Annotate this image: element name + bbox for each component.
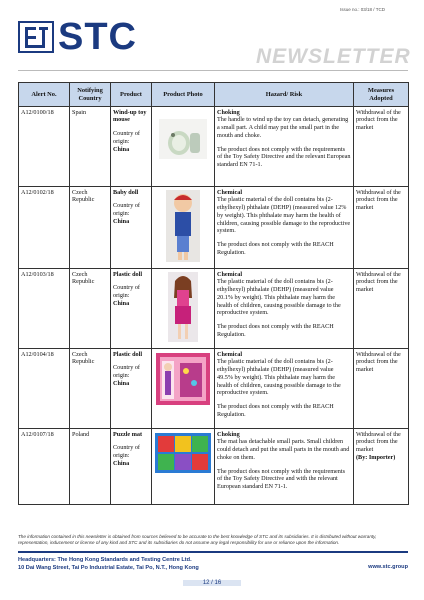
- origin-label: Country of origin:: [113, 284, 140, 299]
- hazard-cell: [215, 429, 354, 505]
- logo-mark-icon: [18, 21, 54, 53]
- product-name: Baby doll: [113, 188, 139, 196]
- measures-adopted: Withdrawal of the product from the market: [354, 349, 409, 429]
- hazard-description: The mat has detachable small parts. Small children could detach and put the small parts in the mouth and choke on them.: [217, 438, 350, 461]
- origin-value: China: [113, 145, 130, 153]
- hazard-cell: [215, 269, 354, 349]
- newsletter-title: NEWSLETTER: [256, 45, 411, 68]
- photo-cell: [152, 187, 215, 269]
- hq-line-2: 10 Dai Wang Street, Tai Po Industrial Estate, Tai Po, N.T., Hong Kong: [18, 565, 199, 572]
- hazard-description: The handle to wind up the toy can detach, generating a small part. A child may put the small part in the mouth and choke.: [217, 116, 349, 139]
- compliance-note: The product does not comply with the REACH Regulation.: [217, 403, 334, 418]
- photo-cell: [152, 349, 215, 429]
- product-cell: [111, 429, 152, 505]
- origin-label: Country of origin:: [113, 202, 140, 217]
- notifying-country: Spain: [70, 107, 111, 187]
- col-header-measures: Measures Adopted: [354, 83, 409, 107]
- alert-number: A12/0107/18: [19, 429, 70, 505]
- photo-cell: [152, 107, 215, 187]
- col-header-alert: Alert No.: [19, 83, 70, 107]
- alert-number: A12/0103/18: [19, 269, 70, 349]
- origin-value: China: [113, 379, 130, 387]
- product-name: Wind-up toy mouse: [113, 108, 147, 124]
- hazard-description: The plastic material of the doll contains bis (2-ethylhexyl) phthalate (DEHP) (measured value 20.1% by weight). This phthalate may harm the health of children, causing possible damage to the reproductive system.: [217, 278, 341, 317]
- notifying-country: Poland: [70, 429, 111, 505]
- table-row: [19, 107, 409, 187]
- notifying-country: Czech Republic: [70, 187, 111, 269]
- table-row: [19, 269, 409, 349]
- photo-cell: [152, 269, 215, 349]
- product-photo: [154, 431, 212, 475]
- product-cell: [111, 187, 152, 269]
- product-cell: [111, 269, 152, 349]
- compliance-note: The product does not comply with the requirements of the Toy Safety Directive and with the relevant European standard EN 71-1.: [217, 467, 346, 490]
- alert-number: A12/0102/18: [19, 187, 70, 269]
- hazard-cell: [215, 187, 354, 269]
- col-header-photo: Product Photo: [152, 83, 215, 107]
- measures-adopted: Withdrawal of the product from the market: [354, 107, 409, 187]
- compliance-note: The product does not comply with the REACH Regulation.: [217, 241, 334, 256]
- boxed-doll-image: [156, 353, 210, 405]
- product-name: Plastic doll: [113, 270, 143, 278]
- origin-label: Country of origin:: [113, 444, 140, 459]
- product-photo: [154, 351, 212, 407]
- plastic-doll-image: [168, 272, 198, 342]
- product-cell: [111, 107, 152, 187]
- website-link[interactable]: www.stc.group: [368, 564, 408, 570]
- issue-number: Issue no.: 03/18 / TCD: [340, 7, 385, 12]
- notifying-country: Czech Republic: [70, 349, 111, 429]
- hazard-type: Chemical: [217, 350, 243, 358]
- hazard-description: The plastic material of the doll contains bis (2-ethylhexyl) phthalate (DEHP) (measured value 49.5% by weight). This phthalate may harm the health of children, causing possible damage to the reproductive system.: [217, 358, 341, 397]
- header-divider: [18, 70, 408, 71]
- compliance-note: The product does not comply with the REACH Regulation.: [217, 323, 334, 338]
- table-row: [19, 429, 409, 505]
- hq-line-1: Headquarters: The Hong Kong Standards and Testing Centre Ltd.: [18, 557, 192, 563]
- disclaimer: The information contained in this newsletter is obtained from sources believed to be accurate to the best knowledge of STC and its subsidiaries. It is distributed without warranty, representation, inducement or license of any kind and STC and its subsidiaries do not assume any legal responsibility for use or reliance upon the information.: [18, 534, 377, 545]
- measures-adopted: Withdrawal of the product from the market: [356, 430, 401, 453]
- origin-label: Country of origin:: [113, 364, 140, 379]
- baby-doll-image: [166, 190, 200, 262]
- measures-adopted: Withdrawal of the product from the market: [354, 269, 409, 349]
- footer-divider: [18, 551, 408, 553]
- measures-by: (By: Importer): [356, 453, 396, 461]
- logo-text: STC: [58, 16, 137, 58]
- alerts-table: [18, 82, 409, 505]
- origin-value: China: [113, 217, 130, 225]
- product-name: Plastic doll: [113, 350, 143, 358]
- photo-cell: [152, 429, 215, 505]
- wind-up-mouse-image: [159, 119, 207, 159]
- origin-value: China: [113, 299, 130, 307]
- hazard-description: The plastic material of the doll contains bis (2-ethylhexyl) phthalate (DEHP) (measured value 12% by weight). This phthalate may harm the health of children, causing possible damage to the reproductive system.: [217, 196, 351, 235]
- alert-number: A12/0100/18: [19, 107, 70, 187]
- footer-address: [18, 556, 199, 572]
- col-header-hazard: Hazard/ Risk: [215, 83, 354, 107]
- compliance-note: The product does not comply with the requirements of the Toy Safety Directive and the relevant European standard EN 71-1.: [217, 145, 351, 168]
- notifying-country: Czech Republic: [70, 269, 111, 349]
- col-header-product: Product: [111, 83, 152, 107]
- hazard-type: Chemical: [217, 188, 243, 196]
- origin-label: Country of origin:: [113, 130, 140, 145]
- origin-value: China: [113, 459, 130, 467]
- table-header-row: [19, 83, 409, 107]
- hazard-type: Choking: [217, 108, 240, 116]
- table-row: [19, 187, 409, 269]
- table-row: [19, 349, 409, 429]
- product-photo: [154, 109, 212, 169]
- alert-number: A12/0104/18: [19, 349, 70, 429]
- stc-logo: [18, 16, 137, 58]
- page-number-bar: [0, 580, 424, 586]
- hazard-cell: [215, 349, 354, 429]
- product-photo: [154, 271, 212, 343]
- measures-cell: [354, 429, 409, 505]
- product-photo: [154, 189, 212, 263]
- product-name: Puzzle mat: [113, 430, 143, 438]
- hazard-type: Chemical: [217, 270, 243, 278]
- puzzle-mat-image: [155, 433, 211, 473]
- page-number: 12 / 16: [183, 580, 241, 586]
- hazard-type: Choking: [217, 430, 240, 438]
- measures-adopted: Withdrawal of the product from the market: [354, 187, 409, 269]
- product-cell: [111, 349, 152, 429]
- hazard-cell: [215, 107, 354, 187]
- col-header-country: Notifying Country: [70, 83, 111, 107]
